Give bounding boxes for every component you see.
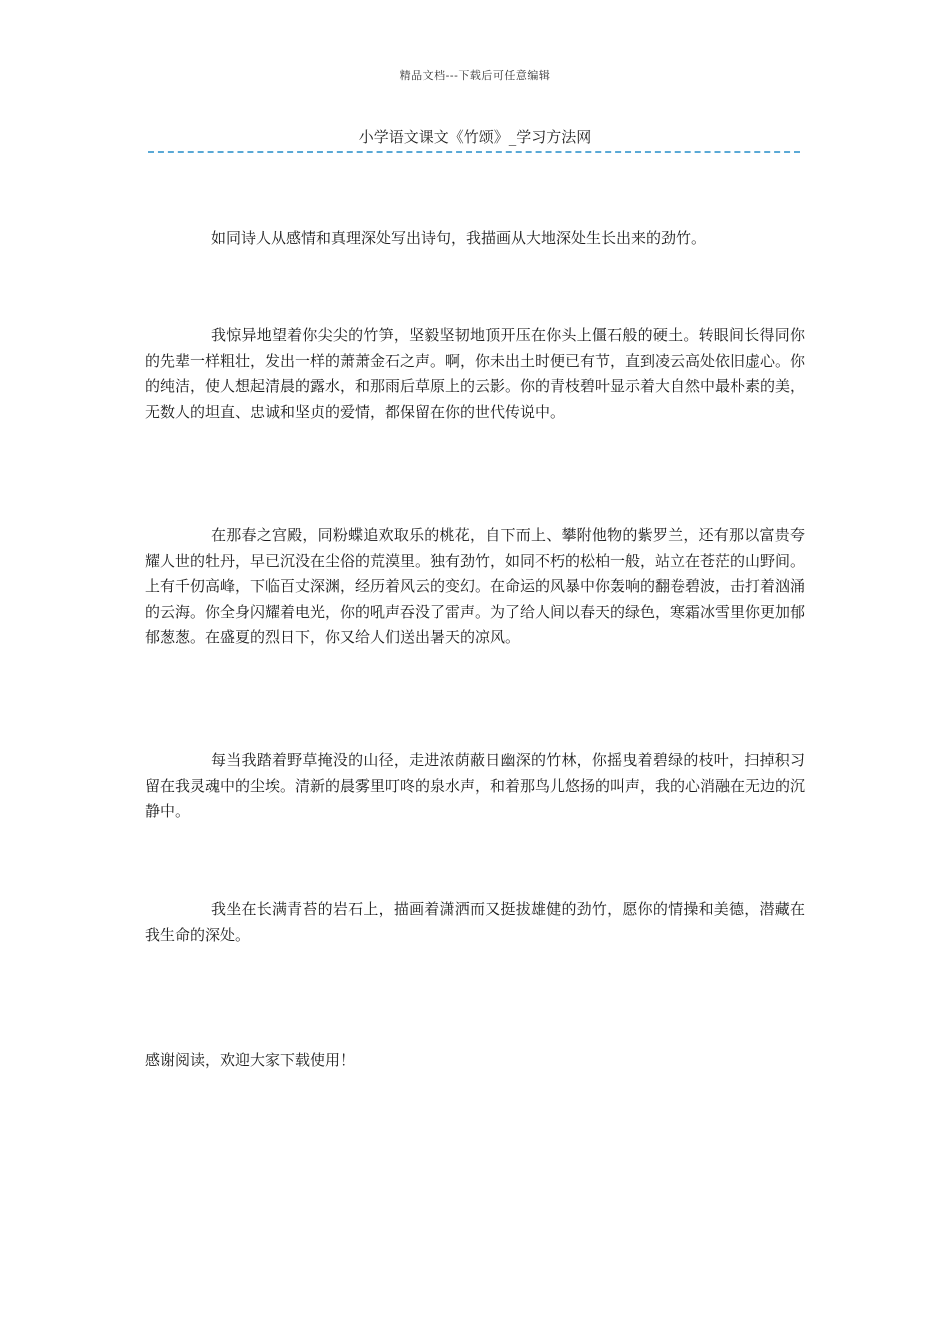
header-note: 精品文档---下载后可任意编辑	[399, 69, 551, 82]
closing-note: 感谢阅读，欢迎大家下载使用！	[145, 1051, 356, 1069]
paragraph-1: 如同诗人从感情和真理深处写出诗句，我描画从大地深处生长出来的劲竹。	[211, 229, 707, 247]
title-divider	[148, 151, 800, 153]
paragraph-5: 我坐在长满青苔的岩石上，描画着潇洒而又挺拔雄健的劲竹，愿你的情操和美德，潜藏在我生命的深处。	[145, 900, 805, 944]
paragraph-4: 每当我踏着野草掩没的山径，走进浓荫蔽日幽深的竹林，你摇曳着碧绿的枝叶，扫掉积习留在我灵魂中的尘埃。清新的晨雾里叮咚的泉水声，和着那鸟儿悠扬的叫声，我的心消融在无边的沉静中。	[145, 751, 806, 820]
paragraph-2: 我惊异地望着你尖尖的竹笋，坚毅坚韧地顶开压在你头上僵石般的硬土。转眼间长得同你的先辈一样粗壮，发出一样的萧萧金石之声。啊，你未出土时便已有节，直到凌云高处依旧虚心。你的纯洁，使人想起清晨的露水，和那雨后草原上的云影。你的青枝碧叶显示着大自然中最朴素的美，无数人的坦直、忠诚和坚贞的爱情，都保留在你的世代传说中。	[145, 326, 806, 421]
paragraph-3: 在那春之宫殿，同粉蝶追欢取乐的桃花，自下而上、攀附他物的紫罗兰，还有那以富贵夸耀人世的牡丹，早已沉没在尘俗的荒漠里。独有劲竹，如同不朽的松柏一般，站立在苍茫的山野间。上有千仞高峰，下临百丈深渊，经历着风云的变幻。在命运的风暴中你轰响的翻卷碧波，击打着汹涌的云海。你全身闪耀着电光，你的吼声吞没了雷声。为了给人间以春天的绿色，寒霜冰雪里你更加郁郁葱葱。在盛夏的烈日下，你又给人们送出暑天的凉风。	[145, 526, 806, 646]
page-title: 小学语文课文《竹颂》_学习方法网	[358, 128, 592, 146]
